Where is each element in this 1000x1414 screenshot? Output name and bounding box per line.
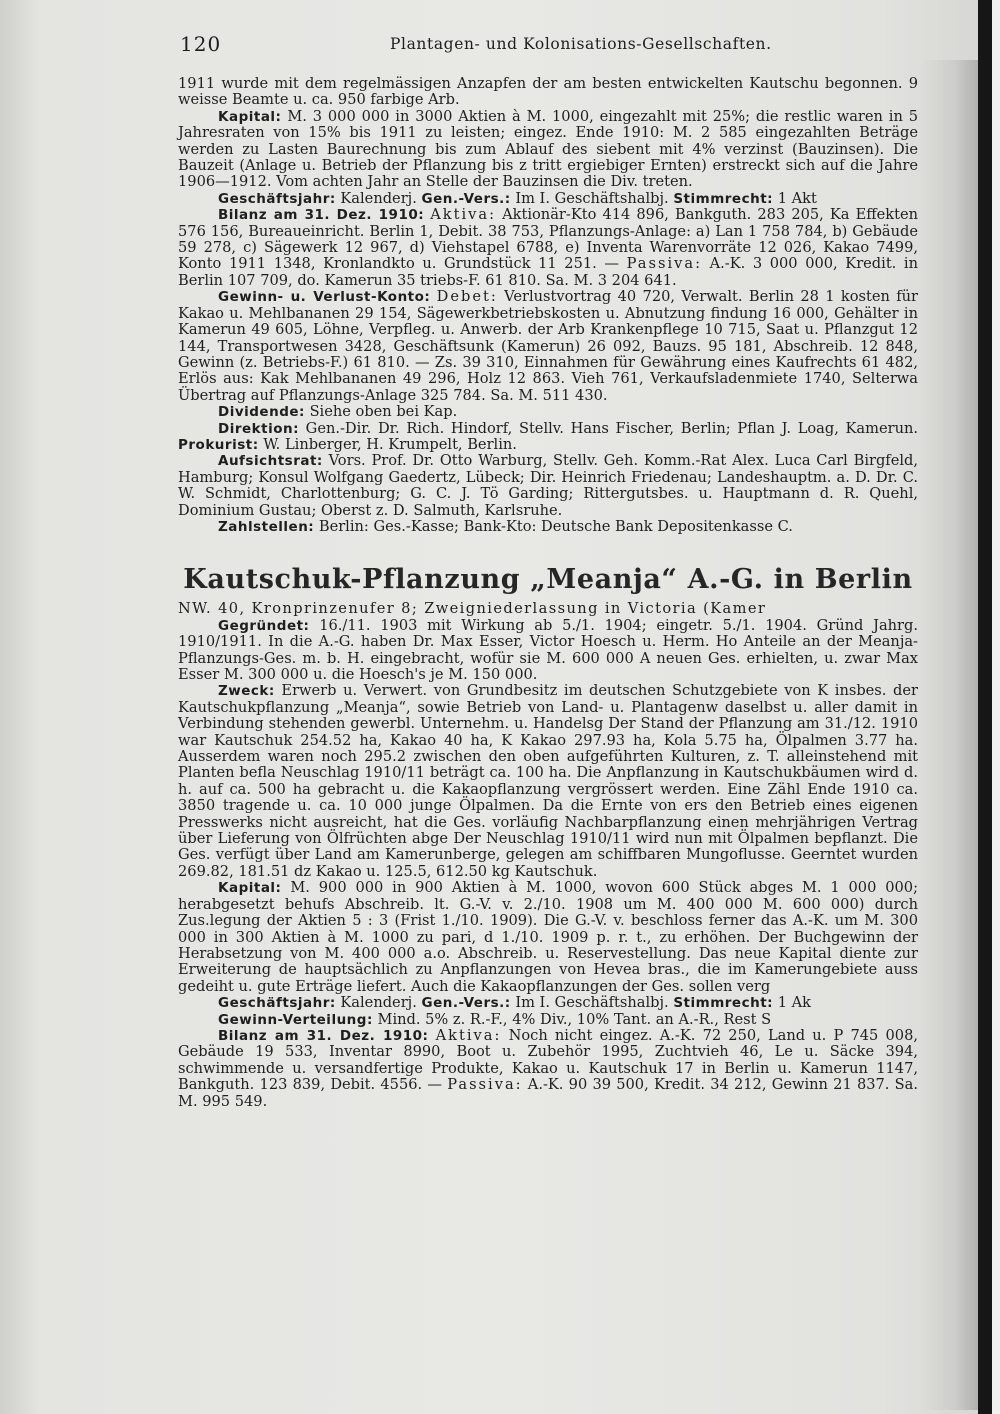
text: Erwerb u. Verwert. von Grundbesitz im deutschen Schutzgebiete von K insbes. der Kautschukpflanzung „Meanja“, sowie Betrieb von Land- u. Plantagenw daselbst u. aller damit in Verbindung stehenden gewerbl. Unternehm. u. Handelsg Der Stand der Pflanzung am 31./12. 1910 war Kautschuk 254.52 ha, Kakao 40 ha, K Kakao 297.93 ha, Kola 5.75 ha, Ölpalmen 3.77 ha. Ausserdem waren noch 295.2 zwischen den oben aufgeführten Kulturen, z. T. alleinstehend mit Planten befla Neuschlag 1910/11 beträgt ca. 100 ha. Die Anpflanzung in Kautschukbäumen wird d. h. auf ca. 500 ha gebracht u. die Kakaopflanzung vergrössert werden. Eine Zähl Ende 1910 ca. 3850 tragende u. ca. 10 000 junge Ölpalmen. Da die Ernte von ers den Betrieb eines eigenen Presswerks nicht ausreicht, hat die Ges. vorläufig Nachbarpflanzung einen mehrjährigen Vertrag über Lieferung von Ölfrüchten abge Der Neuschlag 1910/11 wird nun mit Ölpalmen bepflanzt. Die Ges. verfügt über Land am Kamerunberge, gelegen am schiffbaren Mungoflusse. Geerntet wurden 269.82, 181.51 dz Kakao u. 125.5, 612.50 kg Kautschuk. [178, 682, 919, 880]
text: 1 Ak [777, 994, 811, 1012]
company-bilanz [178, 1028, 918, 1110]
passiva-label: Passiva: [447, 1076, 523, 1094]
aktiva-label: Aktiva: [430, 206, 497, 224]
text: Verlustvortrag 40 720, Verwalt. Berlin 28 1 kosten für Kakao u. Mehlbananen 29 154, Sägewerkbetriebskosten u. Abnutzung findung 16 000, Gehälter in Kamerun 49 605, Löhne, Verpfleg. u. Anwerb. der Arb Krankenpflege 10 715, Saat u. Pflanzgut 12 144, Transportwesen 3428, Geschäftsunk (Kamerun) 26 092, Bauzs. 95 181, Abschreib. 12 848, Gewinn (z. Betriebs-F.) 61 810. — Zs. 39 310, Einnahmen für Gewährung eines Kaufrechts 61 482, Erlös aus: Kak Mehlbananen 49 296, Holz 12 863. Vieh 761, Verkaufsladenmiete 1740, Selterwa Übertrag auf Pflanzungs-Anlage 325 784. Sa. M. 511 430. [178, 288, 919, 404]
text: Im I. Geschäftshalbj. [515, 189, 669, 207]
text: Berlin: Ges.-Kasse; Bank-Kto: Deutsche Bank Depositenkasse C. [318, 517, 793, 535]
page-number: 120 [180, 32, 222, 56]
label: Dividende: [218, 404, 305, 421]
text: A.-K. 3 000 000, Kredit. in Berlin 107 709, do. Kamerun 35 triebs-F. 61 810. Sa. M. 3 204 641. [178, 255, 918, 289]
text: Noch nicht eingez. A.-K. 72 250, Land u. P 745 008, Gebäude 19 533, Inventar 8990, Boot u. Zubehör 1995, Zuchtvieh 46, Le u. Säcke 394, schwimmende u. versandfertige Produkte, Kakao u. Kautschuk 17 in Berlin u. Kamerun 1147, Bankguth. 123 839, Debit. 4556. — [178, 1026, 918, 1094]
page-curvature-shadow [920, 60, 978, 1410]
text: 16./11. 1903 mit Wirkung ab 5./1. 1904; eingetr. 5./1. 1904. Gründ Jahrg. 1910/1911. In die A.-G. haben Dr. Max Esser, Victor Hoesch u. Herm. Ho Anteile an der Meanja-Pflanzungs-Ges. m. b. H. eingebracht, wofür sie M. 600 000 A neuen Ges. erhielten, u. zwar Max Esser M. 300 000 u. die Hoesch's je M. 150 000. [178, 616, 919, 683]
label: Gewinn-Verteilung: [218, 1011, 373, 1028]
company-kapital [178, 880, 918, 995]
prev-dividende [178, 404, 918, 420]
company-title: Kautschuk-Pflanzung „Meanja“ A.-G. in Berlin [183, 564, 913, 596]
prev-guv [178, 289, 918, 404]
label: Gegründet: [218, 617, 310, 634]
text-column [178, 76, 918, 1110]
label: Prokurist: [178, 436, 259, 453]
label: Gewinn- u. Verlust-Konto: [218, 289, 431, 306]
prev-bilanz [178, 207, 918, 289]
debet-label: Debet: [436, 288, 498, 306]
text: A.-K. 90 39 500, Kredit. 34 212, Gewinn 21 837. Sa. M. 995 549. [178, 1076, 919, 1110]
text: Aktionär-Kto 414 896, Bankguth. 283 205, Ka Effekten 576 156, Bureaueinricht. Berlin 1, Debit. 38 753, Pflanzungs-Anlage: a) Lan 1 758 784, b) Gebäude 59 278, c) Sägewerk 12 967, d) Viehstapel 6788, e) Inventa Warenvorräte 12 026, Kakao 7499, Konto 1911 1348, Kronlandkto u. Grundstück 11 251. — [178, 206, 919, 273]
company-gegruendet [178, 618, 918, 684]
text: Kalenderj. [340, 189, 417, 207]
company-meta [178, 995, 918, 1011]
label: Aufsichtsrat: [218, 453, 323, 470]
prev-meta [178, 191, 918, 207]
label: Bilanz am 31. Dez. 1910: [218, 207, 425, 224]
passiva-label: Passiva: [626, 255, 702, 273]
label: Kapital: [218, 880, 282, 897]
prev-zahlstellen [178, 519, 918, 535]
label: Zweck: [218, 683, 275, 700]
page-header [180, 32, 920, 58]
text: Im I. Geschäftshalbj. [515, 994, 669, 1012]
section-gap [178, 535, 918, 555]
label: Bilanz am 31. Dez. 1910: [218, 1027, 429, 1044]
prev-direktion [178, 421, 918, 454]
binding-gutter [978, 0, 992, 1414]
text: Siehe oben bei Kap. [309, 403, 458, 421]
running-head: Plantagen- und Kolonisations-Gesellschaften. [390, 35, 772, 53]
company-zweck [178, 683, 918, 880]
text: Kalenderj. [340, 994, 417, 1012]
label: Geschäftsjahr: [218, 995, 336, 1012]
prev-intro: 1911 wurde mit dem regelmässigen Anzapfen der am besten entwickelten Kautschu begonnen. 9 weisse Beamte u. ca. 950 farbige Arb. [178, 75, 918, 109]
text: Vors. Prof. Dr. Otto Warburg, Stellv. Geh. Komm.-Rat Alex. Luca Carl Birgfeld, Hamburg; Konsul Wolfgang Gaedertz, Lübeck; Dir. Heinrich Friedenau; Landeshauptm. a. D. Dr. C. W. Schmidt, Charlottenburg; G. C. J. Tö Garding; Rittergutsbes. u. Hauptmann d. R. Quehl, Dominium Gustau; Oberst z. D. Salmuth, Karlsruhe. [178, 452, 918, 519]
text: M. 3 000 000 in 3000 Aktien à M. 1000, eingezahlt mit 25%; die restlic waren in 5 Jahresraten von 15% bis 1911 zu leisten; eingez. Ende 1910: M. 2 585 eingezahlten Beträge werden zu Lasten Baurechnung bis zum Ablauf des siebent mit 4% verzinst (Bauzinsen). Die Bauzeit (Anlage u. Betrieb der Pflanzung bis z tritt ergiebiger Ernten) erstreckt sich auf die Jahre 1906—1912. Vom achten Jahr an Stelle der Bauzinsen die Div. treten. [178, 107, 919, 191]
label: Stimmrecht: [673, 995, 774, 1012]
text: M. 900 000 in 900 Aktien à M. 1000, wovon 600 Stück abges M. 1 000 000; herabgesetzt behufs Abschreib. lt. G.-V. v. 2./10. 1908 um M. 400 000 M. 600 000) durch Zus.legung der Aktien 5 : 3 (Frist 1./10. 1909). Die G.-V. v. beschloss ferner das A.-K. um M. 300 000 in 300 Aktien à M. 1000 zu pari, d 1./10. 1909 p. r. t., zu erhöhen. Der Buchgewinn der Herabsetzung von M. 400 000 a.o. Abschreib. u. Reservestellung. Das neue Kapital diente zur Erweiterung de hauptsächlich zu Anpflanzungen von Hevea bras., die im Kamerungebiete auss gedeiht u. gute Erträge liefert. Auch die Kakaopflanzungen der Ges. sollen verg [178, 879, 919, 995]
label: Geschäftsjahr: [218, 190, 336, 207]
label: Direktion: [218, 420, 299, 437]
text: W. Linberger, H. Krumpelt, Berlin. [263, 435, 517, 453]
label: Gen.-Vers.: [421, 995, 511, 1012]
text: Gen.-Dir. Dr. Rich. Hindorf, Stellv. Hans Fischer, Berlin; Pflan J. Loag, Kamerun. [305, 419, 919, 437]
adjacent-page-edge [992, 0, 1000, 1414]
label: Zahlstellen: [218, 518, 315, 535]
prev-kapital [178, 109, 918, 191]
label: Stimmrecht: [673, 190, 774, 207]
text: Mind. 5% z. R.-F., 4% Div., 10% Tant. an A.-R., Rest S [377, 1010, 772, 1028]
text: 1 Akt [777, 189, 817, 207]
company-address: NW. 40, Kronprinzenufer 8; Zweigniederlassung in Victoria (Kamer [178, 600, 767, 618]
company-gewinn-verteilung [178, 1012, 918, 1028]
label: Kapital: [218, 108, 282, 125]
label: Gen.-Vers.: [421, 190, 511, 207]
aktiva-label: Aktiva: [435, 1026, 502, 1044]
prev-aufsichtsrat [178, 453, 918, 519]
